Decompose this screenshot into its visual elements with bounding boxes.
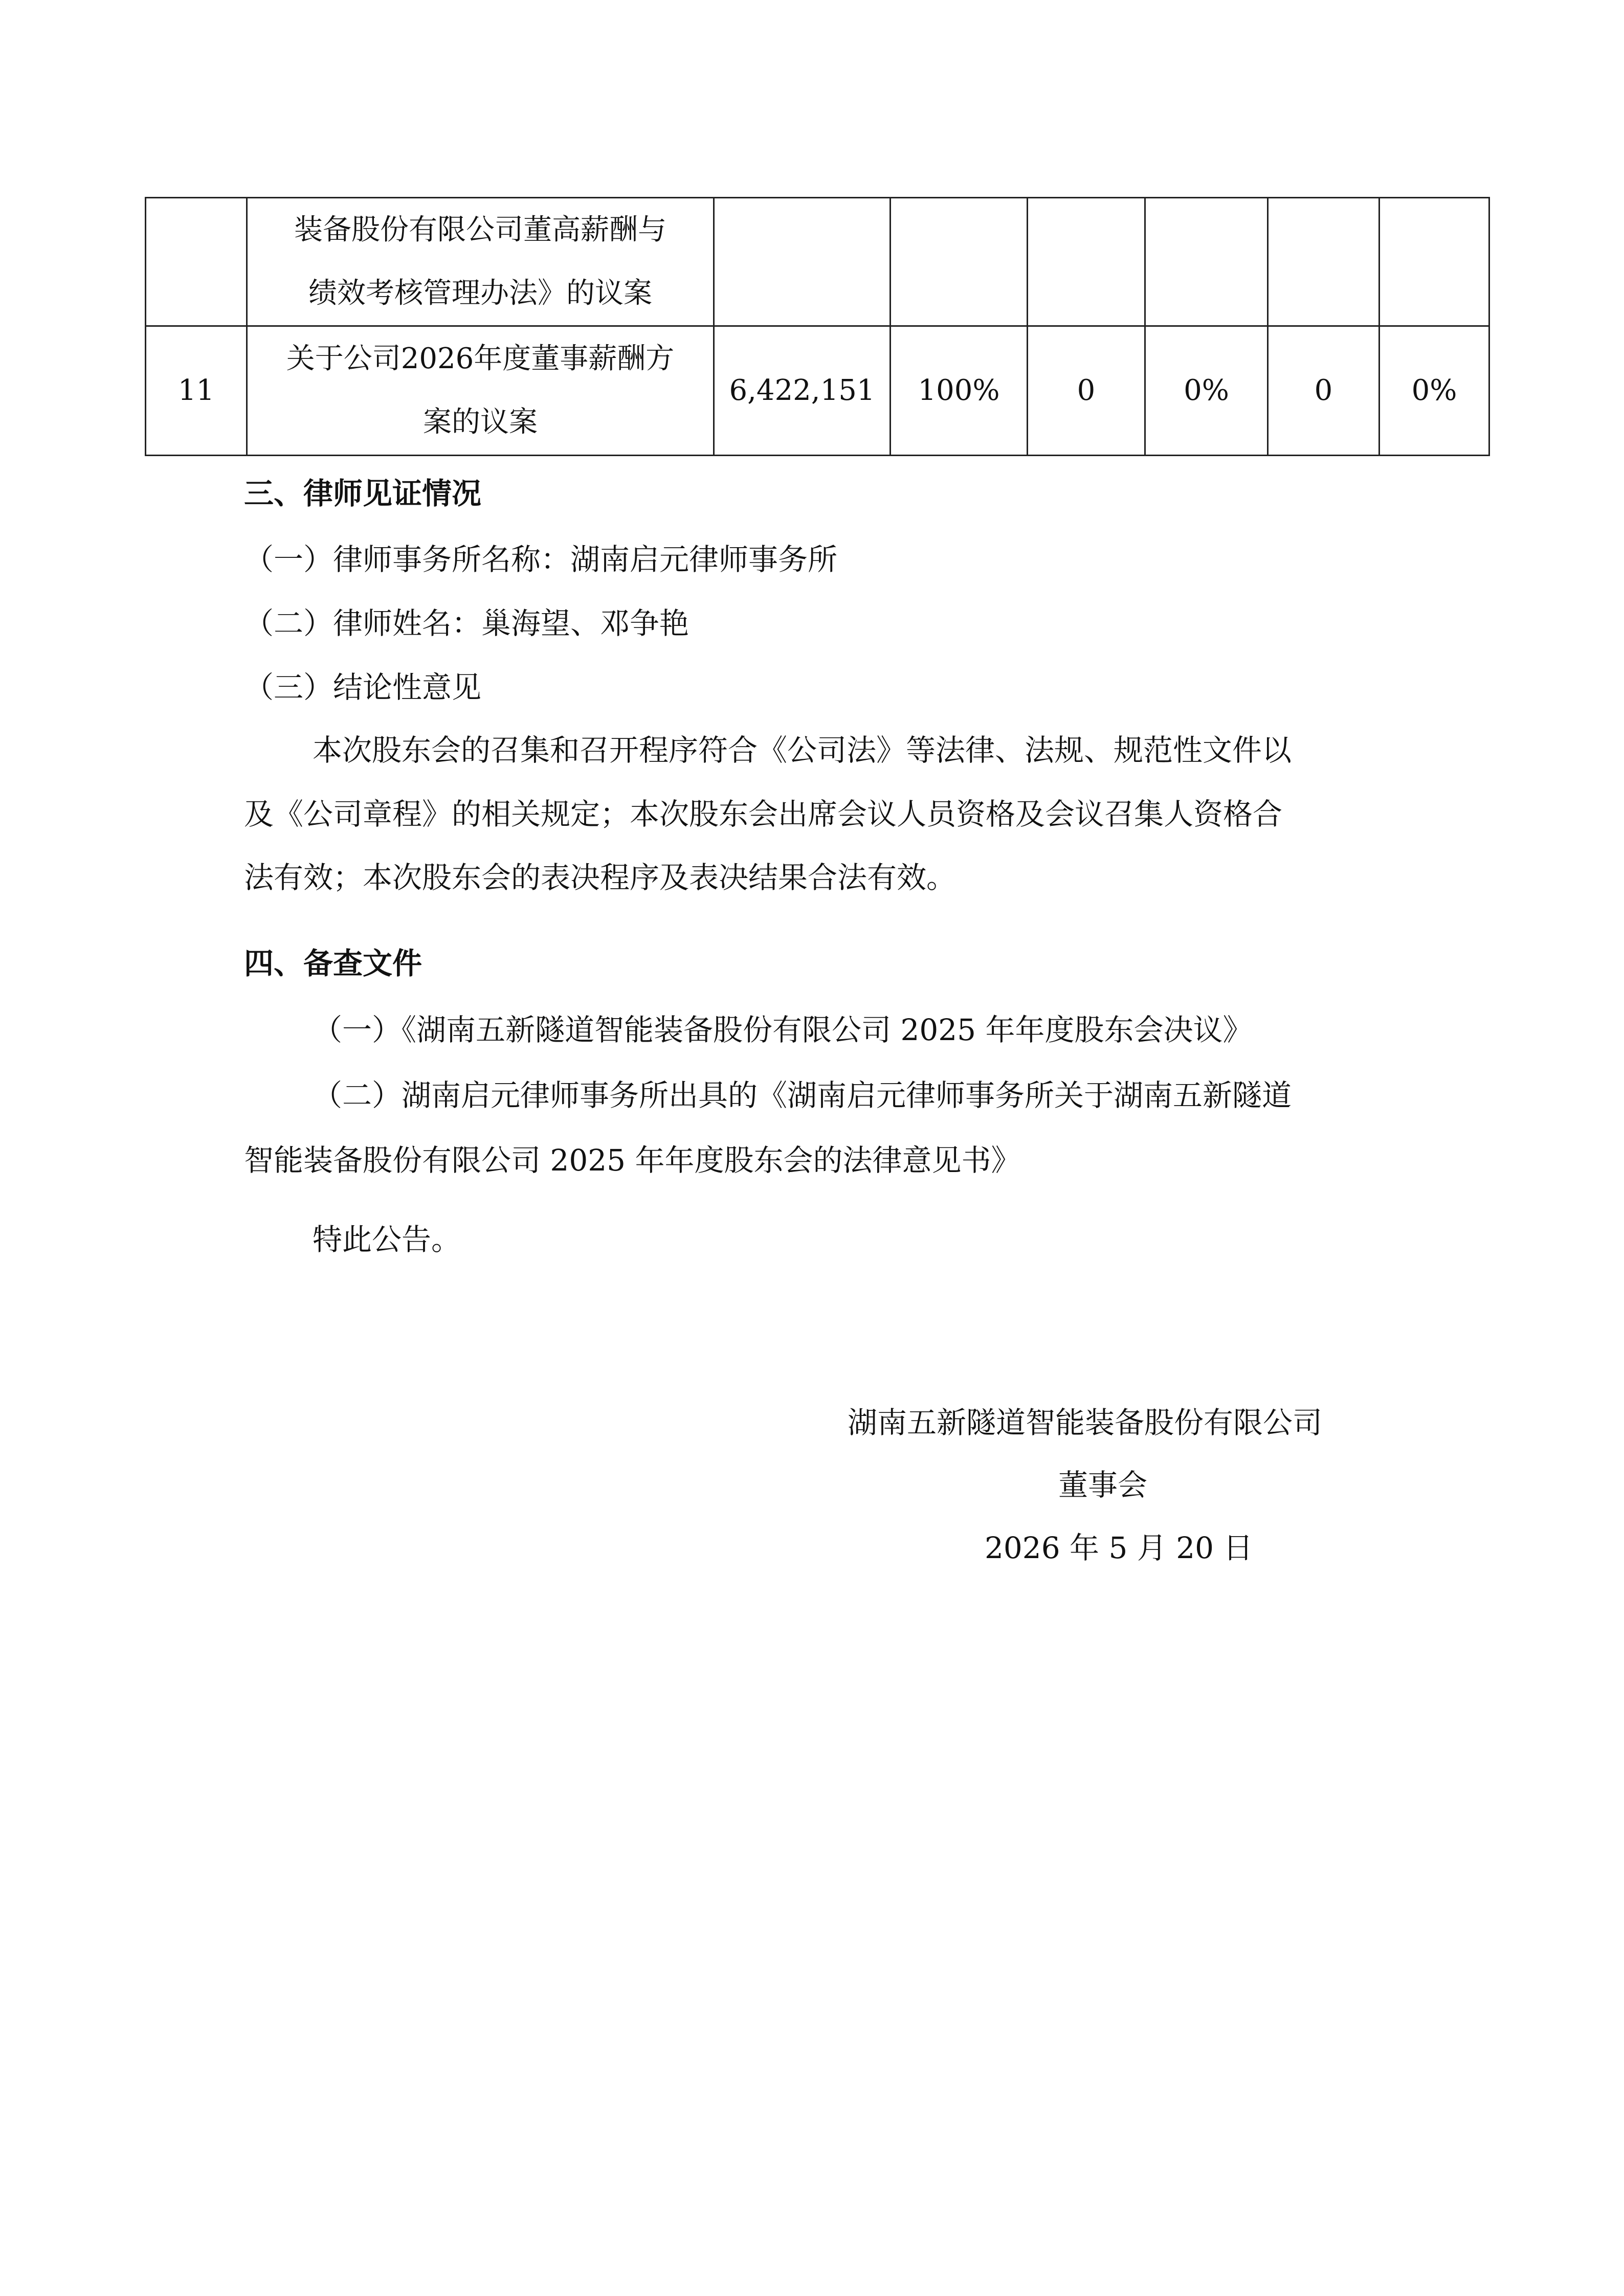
section-heading-documents: 四、备查文件 [244, 946, 422, 981]
proposal-name [247, 326, 714, 456]
proposal-name [247, 198, 714, 326]
reference-document-1: （一）《湖南五新隧道智能装备股份有限公司 2025 年年度股东会决议》 [313, 1012, 1253, 1047]
reference-document-2: （二）湖南启元律师事务所出具的《湖南启元律师事务所关于湖南五新隧道 [313, 1078, 1292, 1113]
agree-shares: 6,422,151 [714, 326, 891, 456]
proposal-line: 案的议案 [423, 406, 538, 439]
closing-statement: 特此公告。 [313, 1222, 461, 1257]
table-cell [1145, 198, 1268, 326]
law-firm-name: （一）律师事务所名称：湖南启元律师事务所 [244, 542, 838, 577]
conclusion-label: （三）结论性意见 [244, 670, 482, 705]
row-number: 11 [146, 326, 247, 456]
lawyer-names: （二）律师姓名：巢海望、邓争艳 [244, 606, 689, 641]
signature-board: 董事会 [1058, 1468, 1148, 1502]
table-row [146, 326, 1489, 456]
abstain-shares: 0 [1268, 326, 1380, 456]
conclusion-paragraph-line: 本次股东会的召集和召开程序符合《公司法》等法律、法规、规范性文件以 [313, 733, 1292, 768]
proposal-line: 装备股份有限公司董高薪酬与 [294, 213, 666, 246]
proposal-line: 绩效考核管理办法》的议案 [308, 277, 652, 310]
table-row [146, 198, 1489, 326]
agree-ratio: 100% [891, 326, 1028, 456]
table-cell [1380, 198, 1489, 326]
conclusion-paragraph-line: 及《公司章程》的相关规定；本次股东会出席会议人员资格及会议召集人资格合 [244, 797, 1283, 831]
table-cell [1268, 198, 1380, 326]
abstain-ratio: 0% [1380, 326, 1489, 456]
reference-document-2-continued: 智能装备股份有限公司 2025 年年度股东会的法律意见书》 [244, 1143, 1021, 1178]
row-number [146, 198, 247, 326]
proposal-line: 关于公司2026年度董事薪酬方 [286, 342, 675, 375]
against-ratio: 0% [1145, 326, 1268, 456]
signature-company: 湖南五新隧道智能装备股份有限公司 [848, 1405, 1323, 1440]
table-cell [714, 198, 891, 326]
conclusion-paragraph-line: 法有效；本次股东会的表决程序及表决结果合法有效。 [244, 860, 956, 895]
voting-results-table [145, 197, 1490, 456]
table-cell [891, 198, 1028, 326]
against-shares: 0 [1028, 326, 1145, 456]
signature-date: 2026 年 5 月 20 日 [985, 1530, 1253, 1565]
table-cell [1028, 198, 1145, 326]
section-heading-lawyer: 三、律师见证情况 [244, 476, 482, 511]
